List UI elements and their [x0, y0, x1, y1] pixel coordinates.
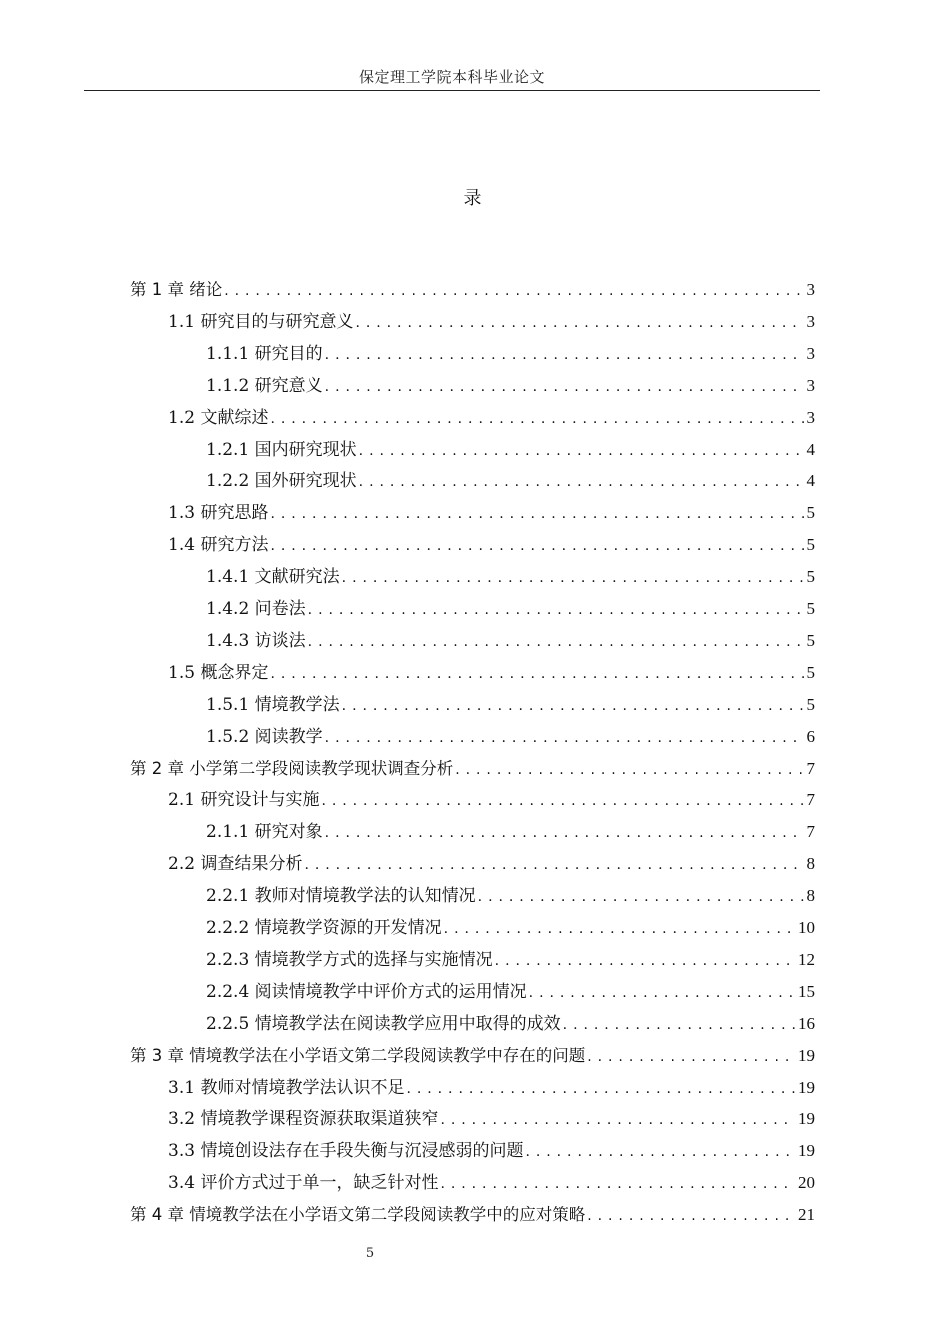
toc-entry-title: 2.2 调查结果分析 — [168, 854, 303, 875]
toc-dot-leader — [304, 853, 803, 877]
toc-dot-leader — [224, 279, 803, 303]
toc-dot-leader — [440, 1172, 795, 1196]
toc-entry-title: 1.2.2 国外研究现状 — [206, 471, 357, 492]
toc-dot-leader — [587, 1045, 795, 1069]
toc-dot-leader — [270, 407, 803, 431]
toc-entry-title: 2.2.2 情境教学资源的开发情况 — [206, 918, 442, 938]
toc-entry[interactable] — [206, 565, 815, 589]
toc-dot-leader — [270, 662, 803, 686]
toc-title: 录 — [463, 188, 482, 209]
toc-entry-page: 3 — [806, 311, 815, 331]
toc-entry[interactable] — [168, 1139, 815, 1163]
toc-entry[interactable] — [206, 884, 815, 908]
toc-entry-title: 第 4 章 情境教学法在小学语文第二学段阅读教学中的应对策略 — [130, 1205, 586, 1225]
toc-entry-page: 3 — [806, 407, 815, 427]
toc-entry-title: 1.1 研究目的与研究意义 — [168, 311, 354, 332]
toc-dot-leader — [355, 311, 803, 335]
toc-dot-leader — [359, 439, 804, 463]
toc-entry-title: 1.3 研究思路 — [168, 503, 269, 524]
toc-entry-page: 5 — [806, 535, 815, 555]
toc-dot-leader — [308, 598, 804, 622]
toc-entry[interactable] — [168, 533, 815, 557]
toc-entry[interactable] — [206, 1012, 815, 1036]
toc-entry-page: 5 — [806, 662, 815, 682]
toc-entry-title: 第 1 章 绪论 — [130, 280, 223, 299]
toc-entry-page: 19 — [798, 1109, 815, 1129]
toc-dot-leader — [359, 470, 804, 494]
toc-entry[interactable] — [206, 948, 815, 972]
toc-dot-leader — [406, 1077, 795, 1101]
toc-entry-title: 2.2.4 阅读情境教学中评价方式的运用情况 — [206, 981, 527, 1002]
toc-entry-title: 1.1.2 研究意义 — [206, 375, 323, 396]
toc-entry[interactable] — [130, 1044, 815, 1068]
toc-entry[interactable] — [130, 1203, 815, 1227]
toc-entry-page: 10 — [798, 918, 815, 937]
toc-entry-title: 3.3 情境创设法存在手段失衡与沉浸感弱的问题 — [168, 1141, 524, 1162]
toc-entry-title: 3.2 情境教学课程资源获取渠道狭窄 — [168, 1109, 439, 1130]
toc-entry-title: 1.2.1 国内研究现状 — [206, 439, 357, 460]
toc-entry-page: 8 — [806, 854, 815, 874]
toc-entry[interactable] — [130, 278, 815, 302]
toc-dot-leader — [342, 566, 804, 590]
toc-dot-leader — [342, 694, 804, 718]
toc-entry-page: 15 — [798, 981, 815, 1001]
toc-entry[interactable] — [168, 788, 815, 812]
toc-entry-title: 2.1.1 研究对象 — [206, 822, 323, 843]
toc-entry-page: 3 — [806, 280, 815, 299]
toc-entry-title: 2.2.3 情境教学方式的选择与实施情况 — [206, 949, 493, 970]
toc-entry[interactable] — [168, 501, 815, 525]
toc-entry[interactable] — [206, 693, 815, 717]
toc-entry[interactable] — [206, 820, 815, 844]
toc-entry[interactable] — [130, 757, 815, 781]
toc-dot-leader — [444, 917, 795, 941]
toc-entry-page: 20 — [798, 1173, 815, 1193]
toc-entry-title: 1.4.3 访谈法 — [206, 630, 306, 651]
toc-entry-title: 3.1 教师对情境教学法认识不足 — [168, 1077, 405, 1098]
toc-entry-page: 19 — [798, 1141, 815, 1161]
toc-entry-page: 5 — [806, 599, 815, 618]
toc-entry-title: 3.4 评价方式过于单一，缺乏针对性 — [168, 1173, 439, 1194]
toc-entry[interactable] — [206, 629, 815, 653]
toc-entry-title: 2.2.5 情境教学法在阅读教学应用中取得的成效 — [206, 1013, 561, 1034]
toc-entry-page: 5 — [806, 503, 815, 523]
toc-entry-page: 7 — [806, 790, 815, 810]
toc-entry-page: 7 — [806, 758, 815, 778]
toc-dot-leader — [495, 949, 795, 973]
toc-entry-page: 21 — [798, 1205, 815, 1225]
toc-entry-title: 1.4.2 问卷法 — [206, 599, 306, 619]
toc-entry-page: 3 — [806, 343, 815, 363]
toc-entry[interactable] — [168, 852, 815, 876]
toc-entry[interactable] — [168, 1171, 815, 1195]
toc-dot-leader — [587, 1204, 795, 1228]
toc-entry-page: 6 — [806, 726, 815, 746]
toc-entry-title: 第 2 章 小学第二学段阅读教学现状调查分析 — [130, 758, 454, 778]
toc-dot-leader — [325, 343, 804, 367]
toc-entry[interactable] — [206, 342, 815, 366]
toc-entry[interactable] — [206, 438, 815, 462]
toc-entry-page: 4 — [806, 471, 815, 491]
toc-dot-leader — [455, 758, 803, 782]
toc-entry-page: 5 — [806, 630, 815, 650]
toc-entry-page: 8 — [806, 886, 815, 906]
toc-dot-leader — [529, 981, 795, 1005]
toc-entry-page: 7 — [806, 822, 815, 842]
toc-entry[interactable] — [206, 597, 815, 621]
toc-entry-page: 5 — [806, 694, 815, 714]
toc-entry-page: 12 — [798, 949, 815, 969]
toc-entry-title: 1.4.1 文献研究法 — [206, 567, 340, 588]
toc-entry-title: 1.5.2 阅读教学 — [206, 726, 323, 747]
toc-dot-leader — [525, 1140, 795, 1164]
toc-entry-title: 1.1.1 研究目的 — [206, 343, 323, 364]
toc-dot-leader — [325, 821, 804, 845]
toc-entry[interactable] — [206, 980, 815, 1004]
toc-dot-leader — [308, 630, 804, 654]
toc-entry[interactable] — [168, 406, 815, 430]
toc-entry[interactable] — [168, 310, 815, 334]
toc-entry-title: 第 3 章 情境教学法在小学语文第二学段阅读教学中存在的问题 — [130, 1045, 586, 1065]
toc-entry-page: 16 — [798, 1013, 815, 1033]
toc-dot-leader — [440, 1108, 795, 1132]
toc-entry-page: 3 — [806, 375, 815, 395]
toc-dot-leader — [270, 502, 803, 526]
toc-entry-page: 19 — [798, 1045, 815, 1065]
toc-entry[interactable] — [206, 469, 815, 493]
toc-dot-leader — [563, 1013, 795, 1037]
toc-entry[interactable] — [168, 1076, 815, 1100]
toc-entry-page: 4 — [806, 439, 815, 459]
toc-entry-page: 5 — [806, 567, 815, 587]
toc-entry[interactable] — [168, 1107, 815, 1131]
toc-entry-title: 1.5 概念界定 — [168, 662, 269, 683]
toc-entry-title: 1.2 文献综述 — [168, 407, 269, 428]
toc-entry-title: 2.1 研究设计与实施 — [168, 790, 320, 811]
toc-entry[interactable] — [206, 725, 815, 749]
toc-entry[interactable] — [206, 916, 815, 940]
toc-dot-leader — [325, 375, 804, 399]
toc-entry-title: 2.2.1 教师对情境教学法的认知情况 — [206, 886, 476, 907]
header-rule — [84, 90, 820, 91]
toc-entry-title: 1.5.1 情境教学法 — [206, 694, 340, 715]
toc-entry[interactable] — [206, 374, 815, 398]
running-header: 保定理工学院本科毕业论文 — [358, 68, 545, 86]
toc-entry-title: 1.4 研究方法 — [168, 535, 269, 556]
toc-dot-leader — [321, 789, 803, 813]
toc-dot-leader — [478, 885, 804, 909]
toc-dot-leader — [270, 534, 803, 558]
toc-entry[interactable] — [168, 661, 815, 685]
toc-dot-leader — [325, 726, 804, 750]
page-number: 5 — [365, 1246, 375, 1261]
toc-entry-page: 19 — [798, 1077, 815, 1097]
